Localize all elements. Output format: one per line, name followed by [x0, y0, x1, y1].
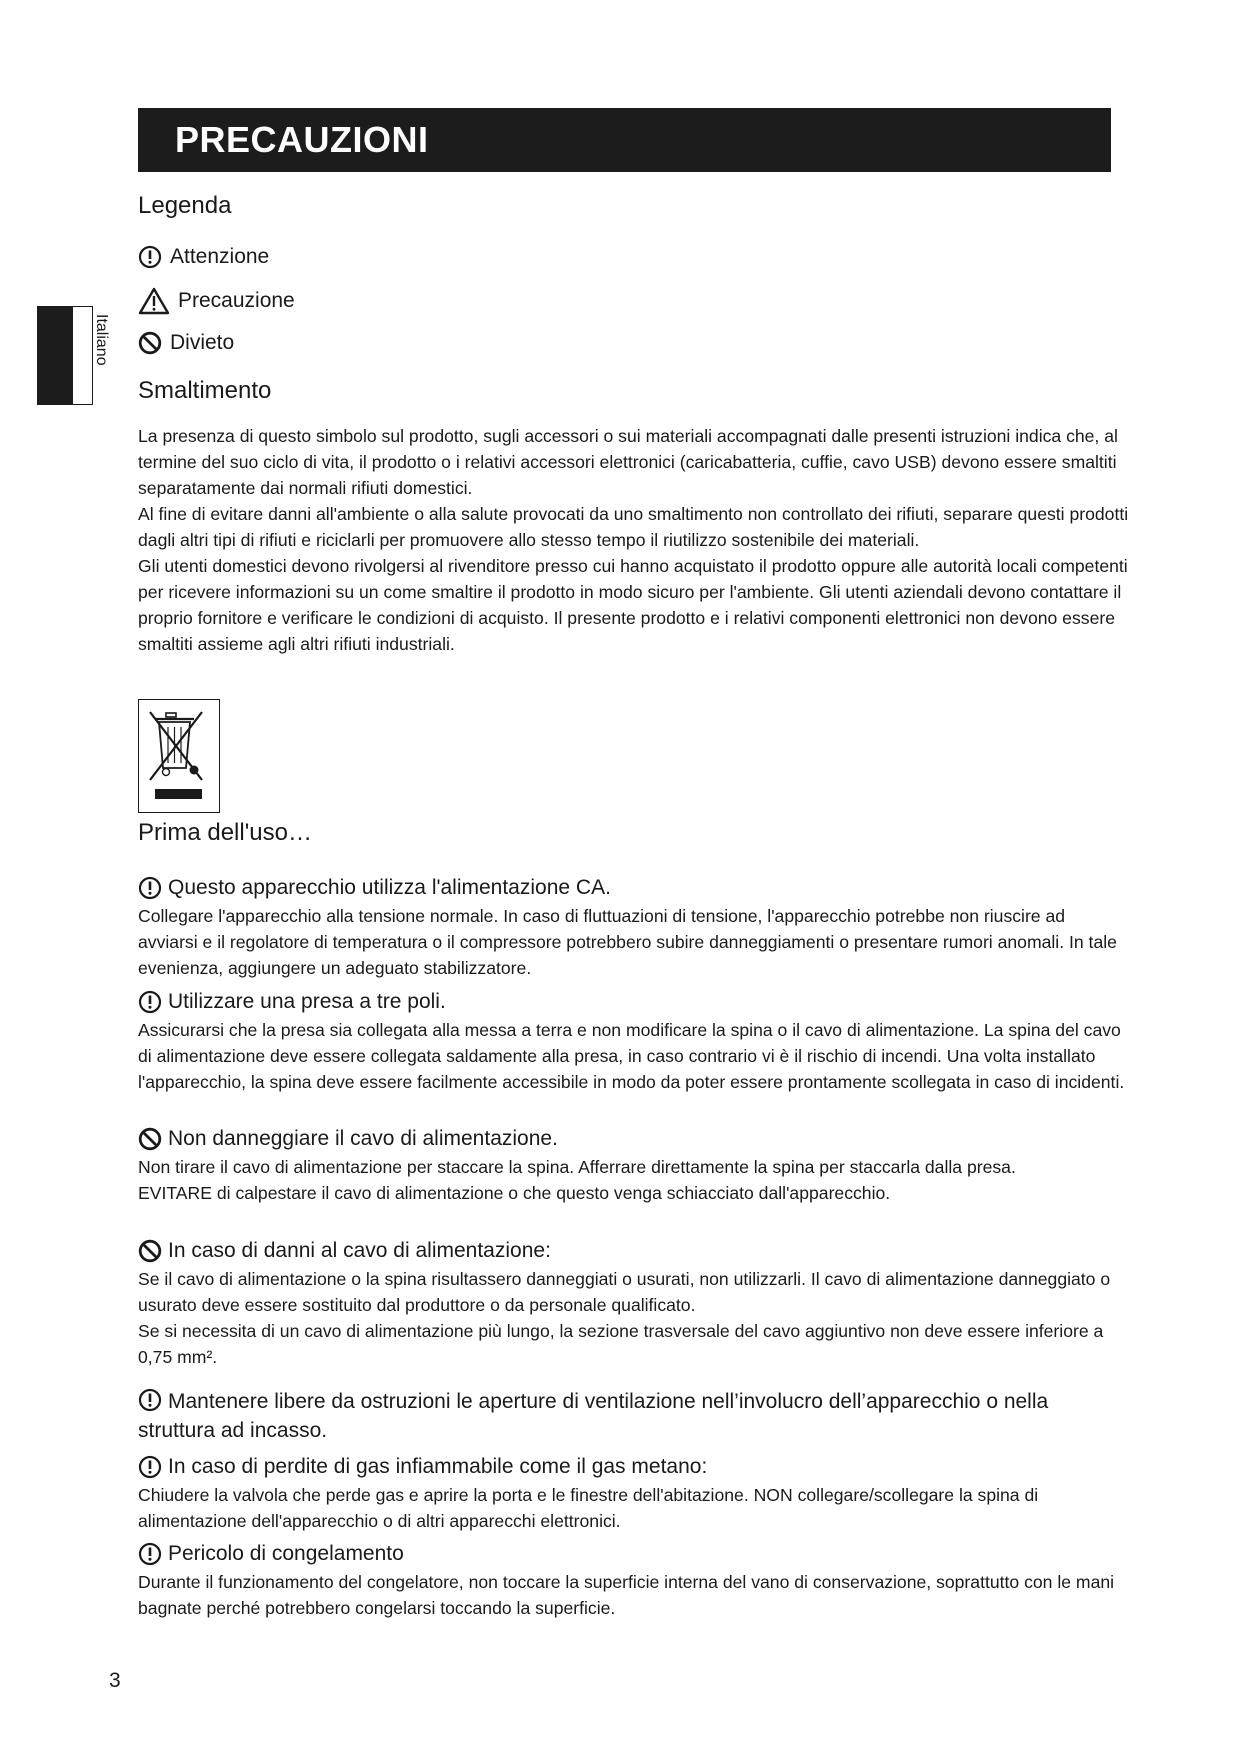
legend-label: Precauzione [178, 289, 295, 312]
precaution-item-gas-leak [138, 1452, 1128, 1534]
precaution-paragraph: EVITARE di calpestare il cavo di alimentazione o che questo venga schiacciato dall'apparecchio. [138, 1183, 891, 1203]
attention-icon [138, 990, 162, 1014]
title-bar [138, 108, 1111, 172]
side-tab-language: Italiano [93, 314, 110, 366]
precaution-title-row [138, 873, 1128, 903]
prohibition-icon [138, 331, 162, 355]
disposal-heading: Smaltimento [138, 377, 272, 404]
attention-icon [138, 876, 162, 900]
warning-triangle-icon [138, 287, 170, 315]
precaution-title: In caso di danni al cavo di alimentazione: [168, 1239, 551, 1262]
precaution-paragraph: Se il cavo di alimentazione o la spina risultassero danneggiati o usurati, non utilizzarli. Il cavo di alimentazione danneggiato o usurato deve essere sostituito dal produttore o da personale qualificato. [138, 1269, 1111, 1315]
precaution-title: Utilizzare una presa a tre poli. [168, 990, 446, 1013]
precaution-item-three-pin-socket [138, 987, 1128, 1095]
precaution-title: Mantenere libere da ostruzioni le aperture di ventilazione nell’involucro dell’apparecchio o nella struttura ad incasso. [138, 1390, 1049, 1442]
precaution-title-row [138, 1124, 1128, 1154]
precaution-paragraph: Assicurarsi che la presa sia collegata alla messa a terra e non modificare la spina o il cavo di alimentazione. La spina del cavo di alimentazione deve essere collegata saldamente alla presa, in caso contrario vi è il rischio di incendi. Una volta installato l'apparecchio, la spina deve essere facilmente accessibile in modo da poter essere prontamente scollegata in caso di incidenti. [138, 1020, 1125, 1092]
prohibition-icon [138, 1239, 162, 1263]
legend-item-prohibition [138, 330, 234, 356]
side-tab-marker [37, 306, 73, 405]
disposal-paragraph: La presenza di questo simbolo sul prodotto, sugli accessori o sui materiali accompagnati dalle presenti istruzioni indica che, al termine del suo ciclo di vita, il prodotto o i relativi accessori elettronici (caricabatteria, cuffie, cavo USB) devono essere smaltiti separatamente dai normali rifiuti domestici. [138, 426, 1118, 498]
precaution-item-ventilation [138, 1387, 1128, 1445]
attention-icon [138, 1542, 162, 1566]
precaution-body [138, 1569, 1128, 1621]
precaution-title: Pericolo di congelamento [168, 1542, 404, 1565]
precaution-body [138, 1154, 1128, 1206]
precaution-item-power-cord [138, 1124, 1128, 1206]
legend-label: Divieto [170, 331, 235, 354]
legend-item-caution [138, 287, 295, 315]
precaution-title-row [138, 1539, 1128, 1569]
precaution-body [138, 1266, 1128, 1370]
attention-icon [138, 1455, 162, 1479]
precaution-title: Questo apparecchio utilizza l'alimentazione CA. [168, 876, 611, 899]
side-tab-box [73, 306, 93, 405]
precaution-paragraph: Se si necessita di un cavo di alimentazione più lungo, la sezione trasversale del cavo aggiuntivo non deve essere inferiore a 0,75 mm². [138, 1321, 1104, 1367]
precaution-paragraph: Collegare l'apparecchio alla tensione normale. In caso di fluttuazioni di tensione, l'apparecchio potrebbe non riuscire ad avviarsi e il regolatore di temperatura o il compressore potrebbero subire danneggiamenti o presentare rumori anomali. In tale evenienza, aggiungere un adeguato stabilizzatore. [138, 906, 1117, 978]
precaution-title-row [138, 1387, 1128, 1445]
precaution-body [138, 1482, 1128, 1534]
precaution-paragraph: Durante il funzionamento del congelatore, non toccare la superficie interna del vano di conservazione, soprattutto con le mani bagnate perché potrebbero congelarsi toccando la superficie. [138, 1572, 1115, 1618]
precaution-paragraph: Non tirare il cavo di alimentazione per staccare la spina. Afferrare direttamente la spina per staccarla dalla presa. [138, 1157, 1016, 1177]
weee-crossed-bin-icon [138, 699, 220, 813]
precaution-item-ac-power [138, 873, 1128, 981]
disposal-paragraph: Gli utenti domestici devono rivolgersi al rivenditore presso cui hanno acquistato il prodotto oppure alle autorità locali competenti per ricevere informazioni su un come smaltire il prodotto in modo sicuro per l'ambiente. Gli utenti aziendali devono contattare il proprio fornitore e verificare le condizioni di acquisto. Il presente prodotto e i relativi componenti elettronici non devono essere smaltiti assieme agli altri rifiuti industriali. [138, 556, 1128, 654]
legend-heading: Legenda [138, 192, 232, 219]
language-side-tab [37, 306, 110, 405]
precaution-title-row [138, 987, 1128, 1017]
attention-icon [138, 1388, 162, 1412]
before-use-heading: Prima dell'uso… [138, 819, 312, 846]
page-number: 3 [109, 1669, 121, 1692]
legend-label: Attenzione [170, 245, 270, 268]
legend-item-attention [138, 244, 269, 270]
precaution-item-damaged-cord [138, 1236, 1128, 1370]
disposal-text [138, 423, 1138, 657]
attention-icon [138, 245, 162, 269]
precaution-paragraph: Chiudere la valvola che perde gas e aprire la porta e le finestre dell'abitazione. NON collegare/scollegare la spina di alimentazione dell'apparecchio o di altri apparecchi elettronici. [138, 1485, 1039, 1531]
prohibition-icon [138, 1127, 162, 1151]
precaution-title: Non danneggiare il cavo di alimentazione. [168, 1127, 558, 1150]
disposal-paragraph: Al fine di evitare danni all'ambiente o alla salute provocati da uno smaltimento non controllato dei rifiuti, separare questi prodotti dagli altri tipi di rifiuti e riciclarli per promuovere allo stesso tempo il riutilizzo sostenibile dei materiali. [138, 504, 1129, 550]
precaution-body [138, 903, 1128, 981]
precaution-body [138, 1017, 1128, 1095]
precaution-title: In caso di perdite di gas infiammabile come il gas metano: [168, 1455, 708, 1478]
precaution-title-row [138, 1236, 1128, 1266]
precaution-item-freezing [138, 1539, 1128, 1621]
page-title: PRECAUZIONI [175, 119, 429, 160]
precaution-title-row [138, 1452, 1128, 1482]
